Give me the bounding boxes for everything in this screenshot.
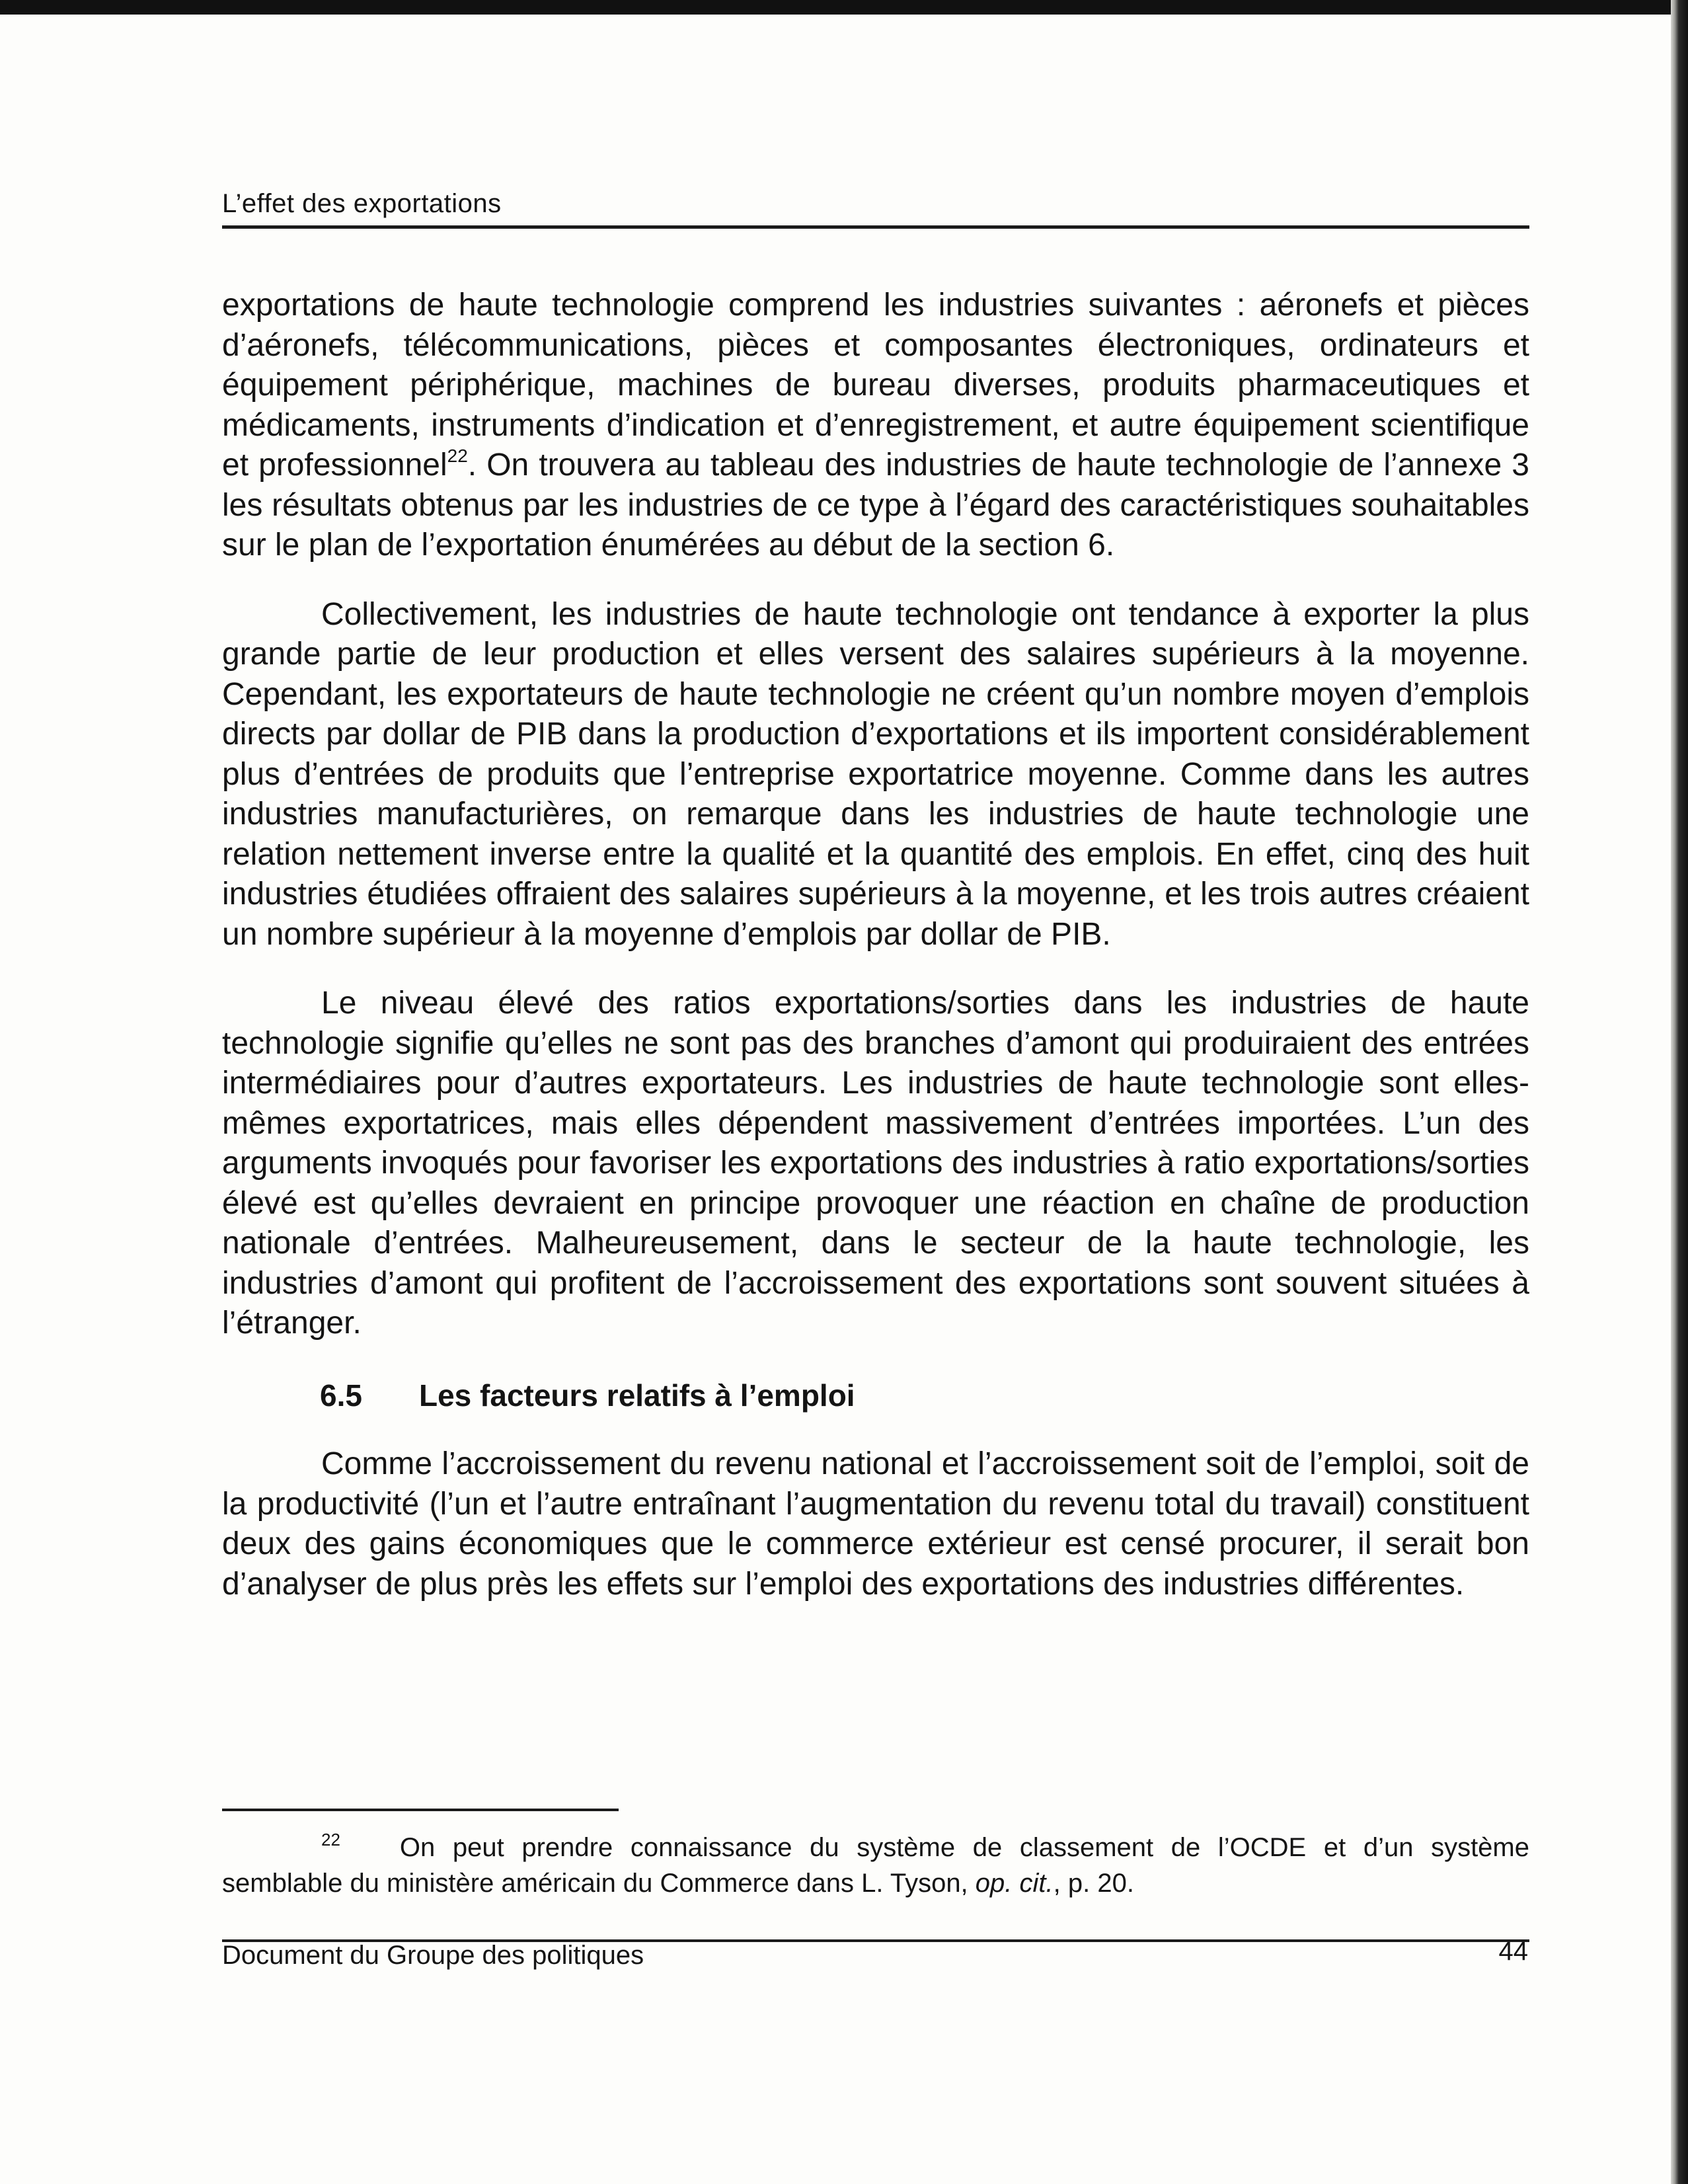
footnote-number: 22 (321, 1830, 340, 1850)
footnote-reference: 22 (447, 446, 468, 466)
footer-document-title: Document du Groupe des politiques (222, 1941, 644, 1970)
footnote-rule (222, 1809, 619, 1811)
header-rule (222, 225, 1529, 229)
paragraph-1 (222, 286, 1529, 566)
paragraph-4: Comme l’accroissement du revenu national et l’accroissement soit de l’emploi, soit de la productivité (l’un et l’autre entraînant l’augmentation du revenu total du travail) constituent deux des gains économiques que le commerce extérieur est censé procurer, il serait bon d’analyser de plus près les effets sur l’emploi des exportations des industries différentes. (222, 1446, 1529, 1602)
page-number: 44 (1498, 1937, 1528, 1966)
footnote-text-a: On peut prendre connaissance du système de classement de l’OCDE et d’un système semblable du ministère américain du Commerce dans L. Tyson, (222, 1833, 1529, 1898)
paragraph-1-text-b: . On trouvera au tableau des industries de haute technologie de l’annexe 3 les résultats obtenus par les industries de ce type à l’égard des caractéristiques souhaitables sur le plan de l’exportation énumérées au début de la section 6. (222, 448, 1529, 563)
paragraph-3: Le niveau élevé des ratios exportations/sorties dans les industries de haute technologie signifie qu’elles ne sont pas des branches d’amont qui produiraient des entrées intermédiaires pour d’autres exportateurs. Les industries de haute technologie sont elles-mêmes exportatrices, mais elles dépendent massivement d’entrées importées. L’un des arguments invoqués pour favoriser les exportations des industries à ratio exportations/sorties élevé est qu’elles devraient en principe provoquer une réaction en chaîne de production nationale d’entrées. Malheureusement, dans le secteur de la haute technologie, les industries d’amont qui profitent de l’accroissement des exportations sont souvent situées à l’étranger. (222, 986, 1529, 1341)
paragraph-1-text-a: exportations de haute technologie comprend les industries suivantes : aéronefs et pièces d’aéronefs, télécommunications, pièces et composantes électroniques, ordinateurs et équipement périphérique, machines de bureau diverses, produits pharmaceutiques et médicaments, instruments d’indication et d’enregistrement, et autre équipement scientifique et professionnel (222, 288, 1529, 483)
section-number: 6.5 (320, 1378, 362, 1413)
running-title: L’effet des exportations (222, 189, 502, 218)
footnote-citation-italic: op. cit. (975, 1869, 1054, 1898)
section-title: Les facteurs relatifs à l’emploi (419, 1378, 855, 1413)
section-heading (222, 1376, 1529, 1416)
footnote-text-b: , p. 20. (1053, 1869, 1134, 1898)
scan-border-right (1671, 0, 1688, 2184)
scan-border-top (0, 0, 1688, 15)
paragraph-2: Collectivement, les industries de haute technologie ont tendance à exporter la plus grande partie de leur production et elles versent des salaires supérieurs à la moyenne. Cependant, les exportateurs de haute technologie ne créent qu’un nombre moyen d’emplois directs par dollar de PIB dans la production d’exportations et ils importent considérablement plus d’entrées de produits que l’entreprise exportatrice moyenne. Comme dans les autres industries manufacturières, on remarque dans les industries de haute technologie une relation nettement inverse entre la qualité et la quantité des emplois. En effet, cinq des huit industries étudiées offraient des salaires supérieurs à la moyenne, et les trois autres créaient un nombre supérieur à la moyenne d’emplois par dollar de PIB. (222, 596, 1529, 952)
footnote (222, 1830, 1529, 1901)
page-body (222, 286, 1529, 1604)
